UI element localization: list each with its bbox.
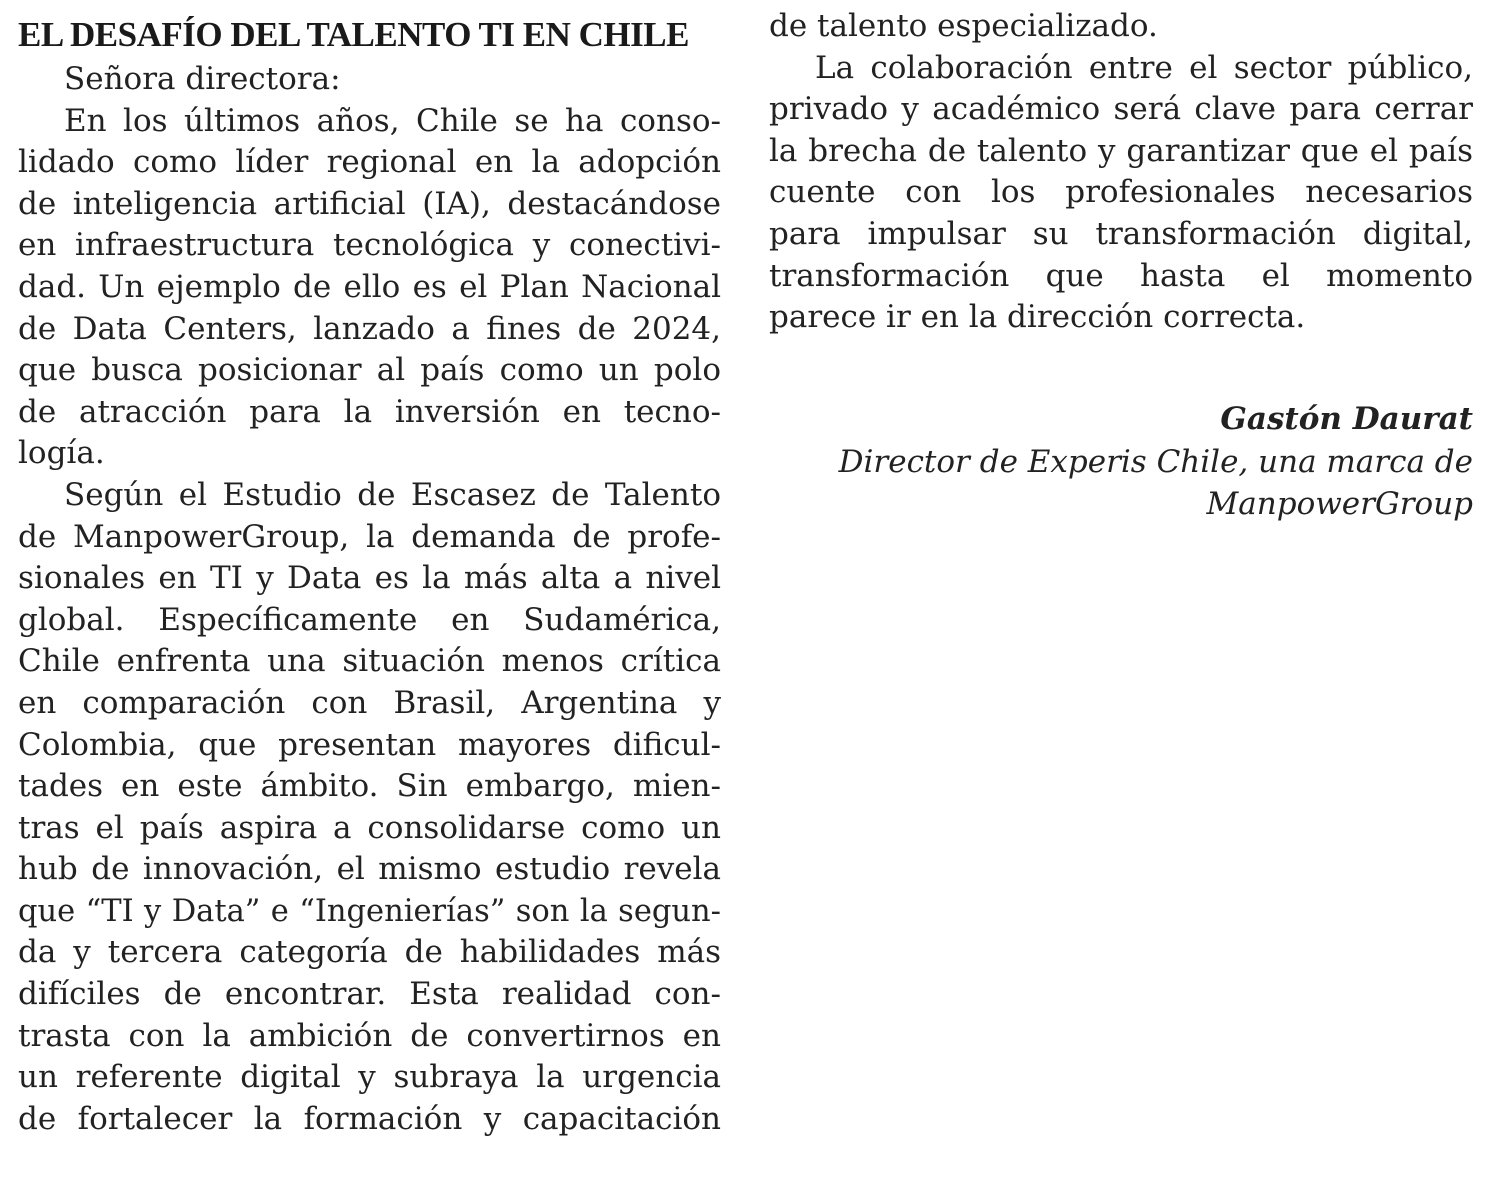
text-line: cuente con los profesionales necesarios xyxy=(769,174,1473,211)
text-line: parece ir en la dirección correcta. xyxy=(769,299,1306,336)
paragraph-2-continued xyxy=(769,6,1473,48)
left-column xyxy=(18,0,721,1140)
text-line: para impulsar su transformación digital, xyxy=(769,215,1473,252)
text-line: lidado como líder regional en la adopción xyxy=(18,144,721,181)
text-line: de atracción para la inversión en tecno- xyxy=(18,393,721,430)
text-line: sionales en TI y Data es la más alta a nivel xyxy=(18,560,721,597)
text-line: En los últimos años, Chile se ha conso- xyxy=(64,102,721,139)
salutation: Señora directora: xyxy=(64,61,341,97)
text-line: da y tercera categoría de habilidades más xyxy=(18,934,721,971)
text-line: difíciles de encontrar. Esta realidad con- xyxy=(18,976,721,1013)
text-line: Chile enfrenta una situación menos crítica xyxy=(18,643,721,680)
text-line: privado y académico será clave para cerrar xyxy=(769,91,1473,128)
text-line: transformación que hasta el momento xyxy=(769,257,1473,294)
text-line: que busca posicionar al país como un polo xyxy=(18,352,721,389)
text-line: de ManpowerGroup, la demanda de profe- xyxy=(18,518,721,555)
paragraph-3 xyxy=(769,48,1473,339)
text-line: de talento especializado. xyxy=(769,8,1158,44)
right-column xyxy=(769,0,1473,522)
text-line: en comparación con Brasil, Argentina y xyxy=(18,684,721,721)
text-line: logía. xyxy=(18,435,105,472)
signature-name: Gastón Daurat xyxy=(1220,401,1473,437)
paragraph-2 xyxy=(18,475,721,1141)
text-line: de inteligencia artificial (IA), destacándose xyxy=(18,185,721,222)
text-line: La colaboración entre el sector público, xyxy=(815,49,1473,86)
paragraph-1 xyxy=(18,101,721,475)
signature-role: Director de Experis Chile, una marca de xyxy=(838,444,1473,480)
text-line: dad. Un ejemplo de ello es el Plan Nacional xyxy=(18,268,721,305)
text-line: global. Específicamente en Sudamérica, xyxy=(18,601,721,638)
text-line: de fortalecer la formación y capacitación xyxy=(18,1100,721,1137)
text-line: trasta con la ambición de convertirnos en xyxy=(18,1017,721,1054)
text-line: de Data Centers, lanzado a fines de 2024, xyxy=(18,310,721,347)
signature-company: ManpowerGroup xyxy=(1206,486,1473,522)
text-line: Según el Estudio de Escasez de Talento xyxy=(64,476,721,513)
text-line: tades en este ámbito. Sin embargo, mien- xyxy=(18,768,721,805)
text-line: la brecha de talento y garantizar que el país xyxy=(769,132,1473,169)
text-line: Colombia, que presentan mayores dificul- xyxy=(18,726,721,763)
text-line: un referente digital y subraya la urgencia xyxy=(18,1059,721,1096)
text-line: en infraestructura tecnológica y conectivi- xyxy=(18,227,721,264)
article-title: EL DESAFÍO DEL TALENTO TI EN CHILE xyxy=(18,15,689,54)
text-line: que “TI y Data” e “Ingenierías” son la segun- xyxy=(18,893,721,929)
text-line: hub de innovación, el mismo estudio revela xyxy=(18,851,721,888)
text-line: tras el país aspira a consolidarse como un xyxy=(18,809,721,846)
